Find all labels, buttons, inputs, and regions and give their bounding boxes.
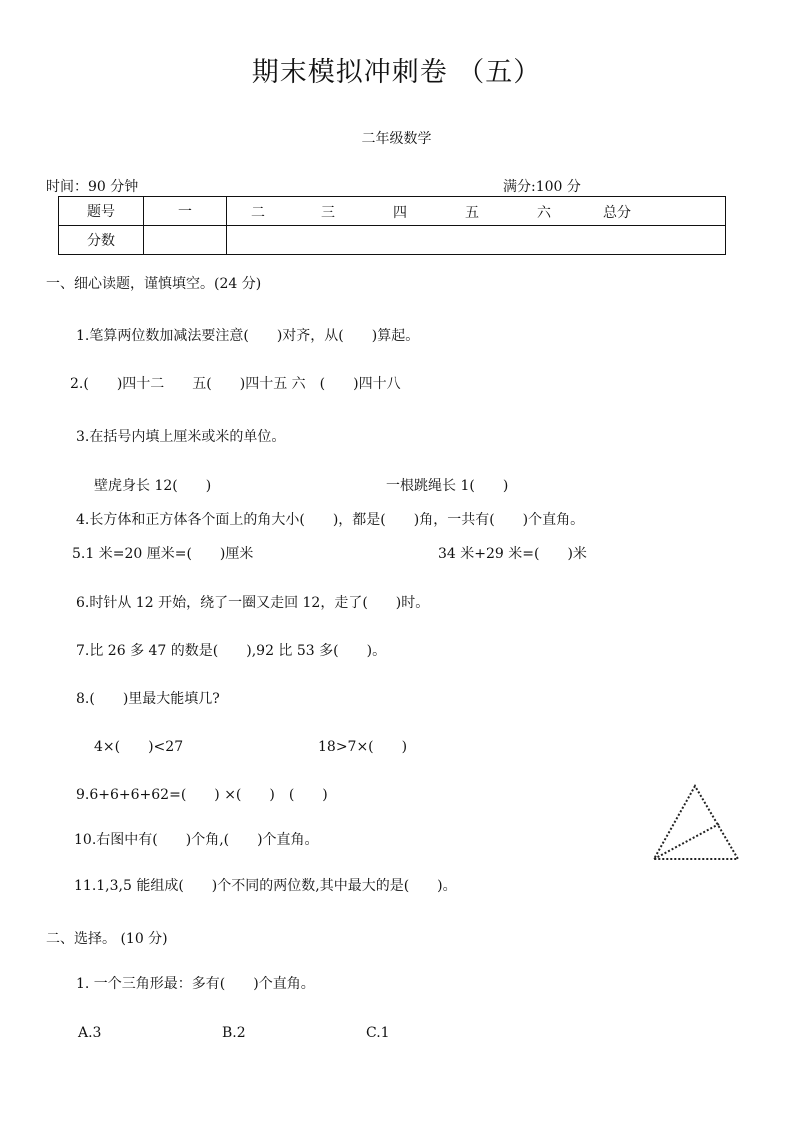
question-2-1: 1. 一个三角形最：多有( )个直角。 (76, 976, 315, 992)
option-b: B.2 (222, 1025, 246, 1041)
question-1-3a: 壁虎身长 12( ) (94, 478, 212, 494)
option-c: C.1 (366, 1025, 390, 1041)
exam-time: 时间：90 分钟 (46, 179, 139, 195)
score-input-cell-rest[interactable] (227, 226, 726, 255)
score-table-col-4: 四 (393, 205, 407, 221)
option-a: A.3 (78, 1025, 102, 1041)
score-table-row-scores (59, 226, 726, 255)
score-table-col-5: 五 (465, 205, 479, 221)
question-1-2: 2.( )四十二 五( )四十五 六 ( )四十八 (70, 376, 401, 392)
triangle-outline (654, 786, 738, 859)
score-table-col-2: 二 (251, 205, 265, 221)
page-title: 期末模拟冲刺卷 （五） (251, 57, 542, 88)
question-1-1: 1.笔算两位数加减法要注意( )对齐，从( )算起。 (76, 328, 420, 344)
question-1-9: 9.6+6+6+62=( ) ×( ) ( ) (76, 787, 328, 803)
question-1-8b: 18>7×( ) (318, 739, 408, 755)
question-1-5a: 5.1 米=20 厘米=( )厘米 (72, 546, 254, 562)
page-subtitle: 二年级数学 (361, 131, 432, 147)
section-2-header: 二、选择。 (10 分) (46, 931, 168, 947)
triangle-inner-line (654, 824, 719, 859)
question-1-11: 11.1,3,5 能组成( )个不同的两位数,其中最大的是( )。 (74, 878, 457, 894)
question-1-4: 4.长方体和正方体各个面上的角大小( )，都是( )角，一共有( )个直角。 (76, 512, 585, 528)
question-1-3: 3.在括号内填上厘米或米的单位。 (76, 429, 286, 445)
question-1-3b: 一根跳绳长 1( ) (386, 478, 509, 494)
score-table-label-question: 题号 (59, 197, 144, 226)
score-table-row-header (59, 197, 726, 226)
question-1-5b: 34 米+29 米=( )米 (438, 546, 587, 562)
score-table-cols-cell (227, 197, 726, 226)
section-1-header: 一、细心读题，谨慎填空。(24 分) (46, 276, 262, 292)
score-table-col-6: 六 (537, 205, 551, 221)
score-table-col-1: 一 (144, 197, 227, 226)
question-1-8: 8.( )里最大能填几? (76, 691, 220, 707)
score-table (58, 196, 726, 255)
question-1-8a: 4×( )<27 (94, 739, 184, 755)
question-1-10: 10.右图中有( )个角,( )个直角。 (74, 832, 319, 848)
triangle-figure (648, 780, 742, 864)
score-input-cell-1[interactable] (144, 226, 227, 255)
score-table-label-score: 分数 (59, 226, 144, 255)
exam-full-score: 满分:100 分 (503, 179, 581, 195)
score-table-col-total: 总分 (603, 205, 631, 221)
question-1-6: 6.时针从 12 开始，绕了一圈又走回 12，走了( )时。 (76, 595, 430, 611)
score-table-col-3: 三 (321, 205, 335, 221)
question-1-7: 7.比 26 多 47 的数是( ),92 比 53 多( )。 (76, 643, 387, 659)
